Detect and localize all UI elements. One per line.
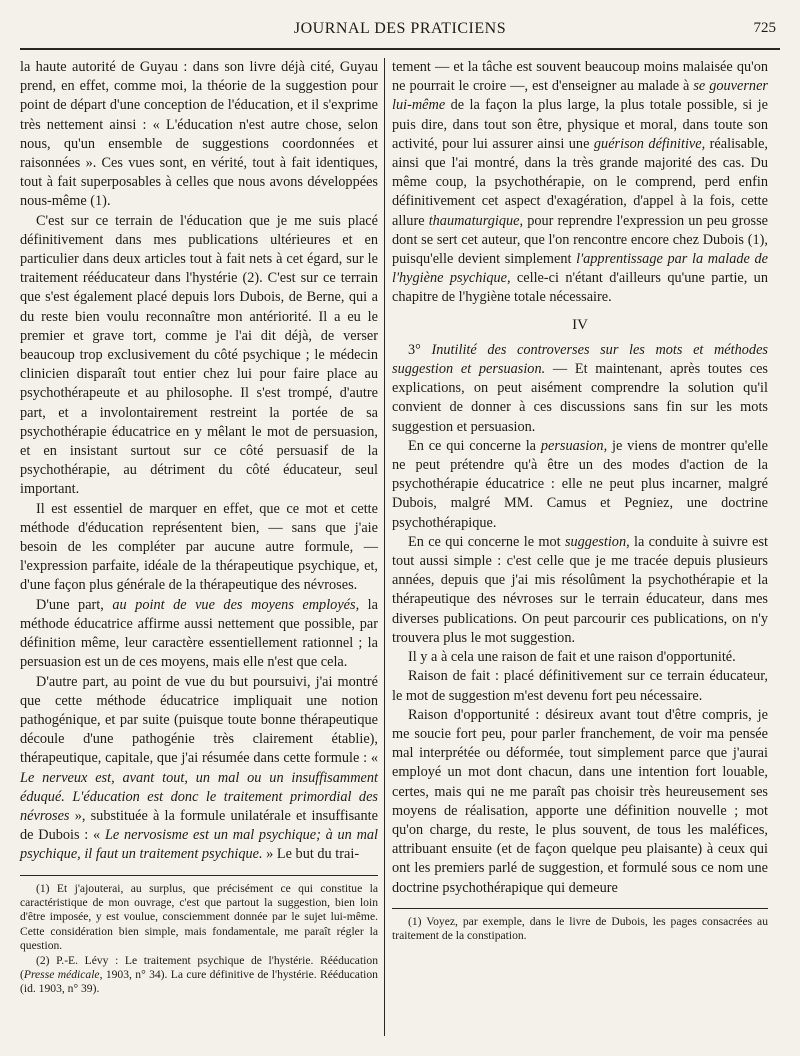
- paragraph: D'une part, au point de vue des moyens employés, la méthode éducatrice affirme aussi nettement que possible, par définition même, leur caractère essentiellement rationnel ; la persuasion est un de ces moyens, mais elle n'est que cela.: [20, 596, 378, 671]
- footnote-rule: [392, 908, 768, 909]
- footnote: (1) Voyez, par exemple, dans le livre de Dubois, les pages consacrées au traitement de la constipation.: [392, 914, 768, 943]
- paragraph: D'autre part, au point de vue du but poursuivi, j'ai montré que cette méthode éducatrice impliquait une notion pathogénique, et par suite (puisque toute bonne thérapeutique découle d'une pathogénie très clairement établie), thérapeutique, capitale, que j'ai résumée dans cette formule : « Le nerveux est, avant tout, un mal ou un insuffisamment éduqué. L'éducation est donc le traitement primordial des névroses », substituée à la formule unilatérale et insuffisante de Dubois : « Le nervosisme est un mal psychique; à un mal psychique, il faut un traitement psychique. » Le but du trai-: [20, 673, 379, 863]
- footnote: (2) P.-E. Lévy : Le traitement psychique de l'hystérie. Rééducation (Presse médicale, 1903, n° 34). La cure définitive de l'hystérie. Rééducation (id. 1903, n° 39).: [20, 953, 378, 996]
- paragraph: Il y a à cela une raison de fait et une raison d'opportunité.: [408, 649, 736, 666]
- paragraph: Il est essentiel de marquer en effet, que ce mot et cette méthode d'éducation représentent bien, — sans que j'aie besoin de les compléter par aucune autre formule, — l'expression parfaite, idéale de la thérapeutique psychique, et, d'une façon plus générale de la thérapeutique des névroses.: [20, 500, 378, 594]
- paragraph: la haute autorité de Guyau : dans son livre déjà cité, Guyau prend, en effet, comme moi, la théorie de la suggestion pour point de départ d'une conception de l'éducation, et il s'exprime très nettement ainsi : « L'éducation n'est autre chose, selon nous, qu'un ensemble de suggestions coordonnées et raisonnées ». Ces vues sont, en vérité, tout à fait identiques, tout à fait superposables à celles que nous avons développées nous-même (1).: [20, 59, 378, 210]
- footnote: (1) Et j'ajouterai, au surplus, que précisément ce qui constitue la caractéristique de mon ouvrage, c'est que partout la suggestion, bien loin d'être imposée, y est voulue, consciemment donnée par le sujet lui-même. Cette considération bien simple, mais fondamentale, me paraît régler la question.: [20, 881, 378, 953]
- footnote-rule: [20, 875, 378, 876]
- paragraph: C'est sur ce terrain de l'éducation que je me suis placé définitivement dans mes publications ultérieures et en particulier dans deux articles tout à fait nets à cet égard, sur le traitement rééducateur dans l'hystérie (2). C'est sur ce terrain que s'est également placé depuis lors Dubois, de Berne, qui a du reste bien voulu reconnaître mon antériorité. Il a eu le premier et grave tort, comme je l'ai dit déjà, de verser beaucoup trop exclusivement du côté psychique ; le médecin clinicien disparaît tout entier chez lui pour faire place au psychothérapeute et au philosophe. Il s'est trompé, d'autre part, et a involontairement restreint la portée de sa psychothérapie éducatrice en y mêlant le mot de persuasion, et en insistant surtout sur ce côté persuasif de la psychothérapie, au détriment du côté éducateur, seul important.: [20, 212, 378, 498]
- right-column: [392, 58, 768, 944]
- paragraph: Raison de fait : placé définitivement sur ce terrain éducateur, le mot de suggestion m'est devenu fort peu nécessaire.: [392, 668, 768, 704]
- paragraph: Raison d'opportunité : désireux avant tout d'être compris, je me soucie fort peu, pour parler franchement, de voir ma pensée mal interprétée ou déformée, tout simplement parce que j'aurai employé un mot dont chacun, dans une intention fort louable, certes, mais qui ne me paraît pas choisir très heureusement ses moyens de réalisation, apporte une définition nouvelle ; mot qu'on charge, du reste, le plus souvent, de tous les maléfices, attribuant ensuite (et de façon quelque peu plaisante) à ceux qui ont les premiers parlé de suggestion, et formulé sous ce nom une doctrine psychothérapique qui demeure: [392, 706, 768, 896]
- left-column: [20, 58, 378, 997]
- paragraph: En ce qui concerne la persuasion, je viens de montrer qu'elle ne peut prétendre qu'à être un des modes d'action de la psychothérapie éducatrice : elle ne peut plus incarner, malgré Dubois, malgré MM. Camus et Pegniez, une doctrine psychothérapique.: [392, 437, 768, 531]
- paragraph: En ce qui concerne le mot suggestion, la conduite à suivre est tout aussi simple : c'est celle que je me tracée depuis plusieurs années, depuis que j'ai mis résolûment la psychothérapie et la thérapeutique des névroses sur le terrain éducateur, dans mes diverses publications. On peut parcourir ces publications, on n'y trouvera plus le mot suggestion.: [392, 533, 768, 646]
- journal-title: JOURNAL DES PRATICIENS: [293, 20, 507, 37]
- paragraph: tement — et la tâche est souvent beaucoup moins malaisée qu'on ne pourrait le croire —, est d'enseigner au malade à se gouverner lui-même de la façon la plus large, la plus totale possible, si je puis dire, dans tout son être, physique et moral, dans toute son activité, pour lui assurer ainsi une guérison définitive, réalisable, ainsi que l'ai montré, dans la très grande majorité des cas. Du même coup, la psychothérapie, on le comprend, perd enfin définitivement cet aspect d'exagération, d'appel à la fois, cette allure thaumaturgique, pour reprendre l'expression un peu grosse dont se sert cet auteur, que l'on rencontre encore chez Dubois (1), puisqu'elle devient simplement l'apprentissage par la malade de l'hygiène psychique, celle-ci n'étant d'ailleurs qu'une partie, un chapitre de l'hygiène totale nécessaire.: [392, 59, 769, 306]
- section-heading: IV: [572, 316, 588, 333]
- column-divider: [384, 58, 385, 1036]
- header-rule: [20, 48, 780, 50]
- page-number: 725: [753, 20, 776, 36]
- page-header: [20, 14, 780, 44]
- paragraph: 3° Inutilité des controverses sur les mots et méthodes suggestion et persuasion. — Et maintenant, après toutes ces explications, on peut aisément comprendre la solution qu'il convient de donner à ces discussions sans fin sur les mots suggestion et persuasion.: [392, 341, 768, 435]
